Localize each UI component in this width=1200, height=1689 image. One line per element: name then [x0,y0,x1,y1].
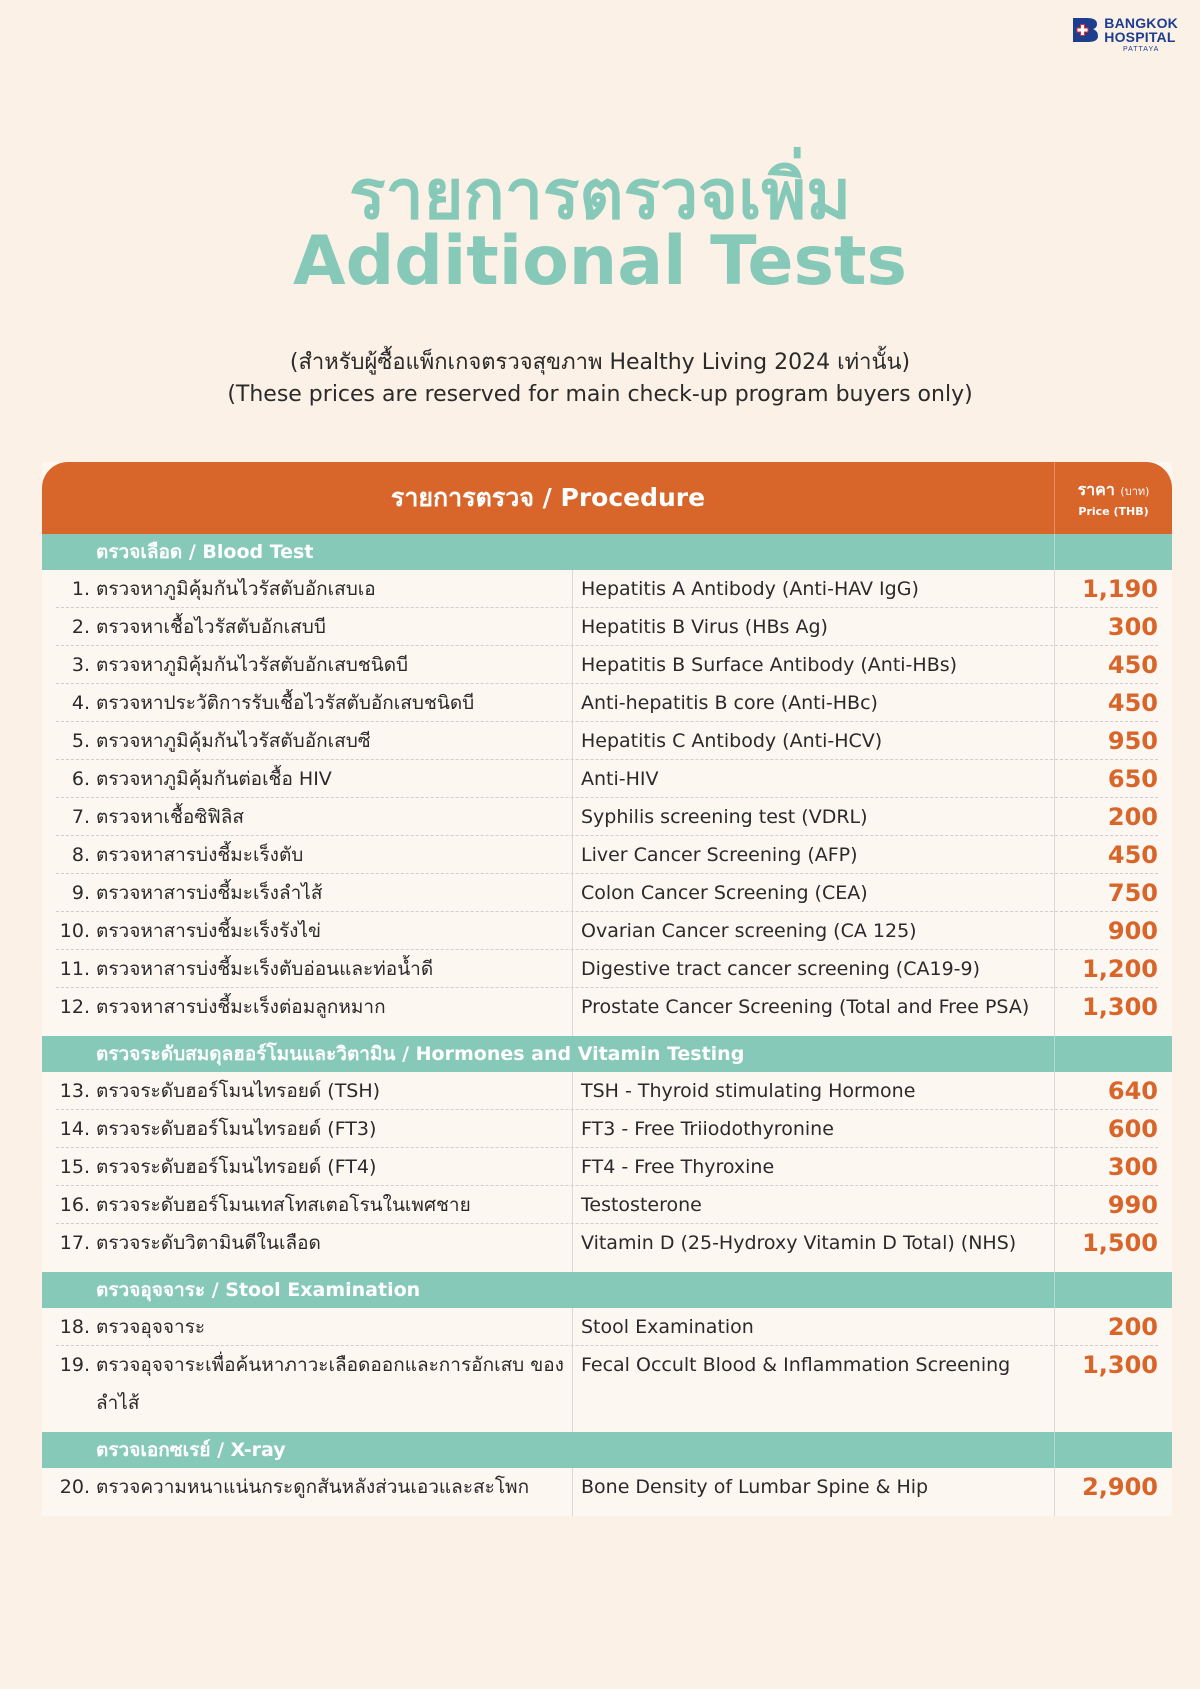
row-english-name: FT4 - Free Thyroxine [581,1156,775,1178]
row-english-name: Colon Cancer Screening (CEA) [581,882,868,904]
row-thai-name: ตรวจความหนาแน่นกระดูกสันหลังส่วนเอวและสะโพก [96,1476,530,1498]
table-row [42,950,1172,988]
row-english-name: Digestive tract cancer screening (CA19-9) [581,958,981,980]
row-price: 300 [1107,1153,1158,1181]
subtitle-thai: (สำหรับผู้ซื้อแพ็กเกจตรวจสุขภาพ Healthy Living 2024 เท่านั้น) [289,350,911,375]
row-thai-name: ตรวจหาสารบ่งชี้มะเร็งลำไส้ [96,882,323,904]
row-price: 990 [1107,1191,1158,1219]
row-price: 1,500 [1082,1229,1158,1257]
logo-line-1: BANGKOK [1104,15,1178,31]
row-price: 600 [1107,1115,1158,1143]
row-thai-name: ตรวจหาภูมิคุ้มกันไวรัสตับอักเสบเอ [96,578,376,600]
row-english-name: Anti-hepatitis B core (Anti-HBc) [581,692,878,714]
row-number: 6. [71,768,90,790]
row-number: 1. [71,578,90,600]
row-thai-name: ตรวจระดับฮอร์โมนไทรอยด์ (TSH) [96,1080,381,1102]
price-table [42,462,1172,1516]
row-price: 200 [1107,1313,1158,1341]
row-number: 17. [59,1232,90,1254]
row-english-name: Testosterone [581,1194,702,1216]
row-english-name: Syphilis screening test (VDRL) [581,806,868,828]
section-title: ตรวจเอกซเรย์ / X-ray [96,1439,286,1461]
section-header [42,1036,1172,1072]
logo-line-3: PATTAYA [1122,46,1160,53]
table-row [42,608,1172,646]
table-row [42,1468,1172,1506]
section-header [42,1432,1172,1468]
section-title: ตรวจเลือด / Blood Test [96,541,314,563]
row-english-name: FT3 - Free Triiodothyronine [581,1118,834,1140]
table-row [42,646,1172,684]
table-row [42,1110,1172,1148]
price-column-header [1055,462,1172,534]
row-thai-name: ตรวจหาสารบ่งชี้มะเร็งต่อมลูกหมาก [96,996,386,1018]
price-header-unit: (บาท) [1120,485,1150,498]
table-row [42,1072,1172,1110]
row-number: 4. [71,692,90,714]
row-english-name: Stool Examination [581,1316,754,1338]
row-number: 10. [59,920,90,942]
row-price: 1,300 [1082,1351,1158,1379]
row-price: 650 [1107,765,1158,793]
row-price: 200 [1107,803,1158,831]
table-row [42,1148,1172,1186]
subtitle-english: (These prices are reserved for main check-up program buyers only) [227,382,973,407]
row-thai-name: ตรวจหาประวัติการรับเชื้อไวรัสตับอักเสบชนิดบี [96,692,475,714]
table-row [42,912,1172,950]
row-price: 1,190 [1082,575,1158,603]
row-english-name: Ovarian Cancer screening (CA 125) [581,920,917,942]
row-price: 950 [1107,727,1158,755]
table-row [42,1346,1172,1422]
table-row [42,1186,1172,1224]
row-number: 11. [59,958,90,980]
row-thai-name: ตรวจระดับฮอร์โมนไทรอยด์ (FT4) [96,1156,377,1178]
row-english-name: Hepatitis C Antibody (Anti-HCV) [581,730,883,752]
row-thai-name: ตรวจระดับวิตามินดีในเลือด [96,1232,321,1254]
row-number: 8. [71,844,90,866]
hospital-cross-icon [1071,16,1099,44]
page-title-thai: รายการตรวจเพิ่ม [348,156,852,235]
row-english-name: Vitamin D (25-Hydroxy Vitamin D Total) (NHS) [581,1232,1017,1254]
row-english-name: Liver Cancer Screening (AFP) [581,844,858,866]
row-thai-name: ตรวจหาภูมิคุ้มกันต่อเชื้อ HIV [96,768,332,790]
row-number: 14. [59,1118,90,1140]
row-price: 640 [1107,1077,1158,1105]
row-number: 2. [71,616,90,638]
row-english-name: Hepatitis B Virus (HBs Ag) [581,616,828,638]
row-english-name: Anti-HIV [581,768,659,790]
row-thai-name: ตรวจหาเชื้อซิฟิลิส [96,806,244,828]
section-title: ตรวจอุจจาระ / Stool Examination [96,1279,421,1301]
row-thai-name: ตรวจหาภูมิคุ้มกันไวรัสตับอักเสบซี [96,730,371,752]
section-header [42,534,1172,570]
row-thai-name: ตรวจหาภูมิคุ้มกันไวรัสตับอักเสบชนิดบี [96,654,409,676]
row-number: 19. [59,1354,90,1376]
procedure-column-header: รายการตรวจ / Procedure [390,483,706,512]
table-row [42,988,1172,1026]
table-row [42,570,1172,608]
row-english-name: Prostate Cancer Screening (Total and Free PSA) [581,996,1030,1018]
row-english-name: TSH - Thyroid stimulating Hormone [581,1080,916,1102]
table-row [42,722,1172,760]
row-price: 450 [1107,841,1158,869]
row-price: 450 [1107,651,1158,679]
table-header [42,462,1172,534]
row-price: 2,900 [1082,1473,1158,1501]
row-english-name: Fecal Occult Blood & Inflammation Screening [581,1354,1011,1376]
table-row [42,760,1172,798]
row-thai-name: ตรวจอุจจาระเพื่อค้นหาภาวะเลือดออกและการอักเสบ ของลำไส้ [96,1354,564,1414]
row-number: 20. [59,1476,90,1498]
row-english-name: Hepatitis B Surface Antibody (Anti-HBs) [581,654,958,676]
row-thai-name: ตรวจหาสารบ่งชี้มะเร็งตับ [96,844,304,866]
row-number: 7. [71,806,90,828]
row-price: 1,300 [1082,993,1158,1021]
table-row [42,836,1172,874]
row-number: 15. [59,1156,90,1178]
table-row [42,798,1172,836]
price-header-thai: ราคา [1077,480,1115,499]
table-row [42,684,1172,722]
table-body [42,534,1172,1516]
logo-line-2: HOSPITAL [1104,29,1176,45]
row-thai-name: ตรวจหาเชื้อไวรัสตับอักเสบบี [96,616,326,638]
price-header-english: Price (THB) [1078,505,1149,518]
row-thai-name: ตรวจระดับฮอร์โมนเทสโทสเตอโรนในเพศชาย [96,1194,471,1216]
row-price: 1,200 [1082,955,1158,983]
row-thai-name: ตรวจหาสารบ่งชี้มะเร็งตับอ่อนและท่อน้ำดี [96,958,434,980]
row-price: 450 [1107,689,1158,717]
row-thai-name: ตรวจระดับฮอร์โมนไทรอยด์ (FT3) [96,1118,377,1140]
row-thai-name: ตรวจหาสารบ่งชี้มะเร็งรังไข่ [96,920,321,942]
row-number: 16. [59,1194,90,1216]
table-row [42,874,1172,912]
page-title-english: Additional Tests [292,222,908,301]
row-english-name: Hepatitis A Antibody (Anti-HAV IgG) [581,578,919,600]
row-price: 300 [1107,613,1158,641]
row-price: 900 [1107,917,1158,945]
row-number: 9. [71,882,90,904]
row-number: 5. [71,730,90,752]
row-number: 13. [59,1080,90,1102]
row-english-name: Bone Density of Lumbar Spine & Hip [581,1476,929,1498]
section-header [42,1272,1172,1308]
hospital-logo [1071,16,1178,53]
row-number: 18. [59,1316,90,1338]
row-number: 3. [71,654,90,676]
table-row [42,1224,1172,1262]
row-price: 750 [1107,879,1158,907]
table-row [42,1308,1172,1346]
row-number: 12. [59,996,90,1018]
section-title: ตรวจระดับสมดุลฮอร์โมนและวิตามิน / Hormones and Vitamin Testing [96,1043,745,1065]
row-thai-name: ตรวจอุจจาระ [96,1316,206,1338]
